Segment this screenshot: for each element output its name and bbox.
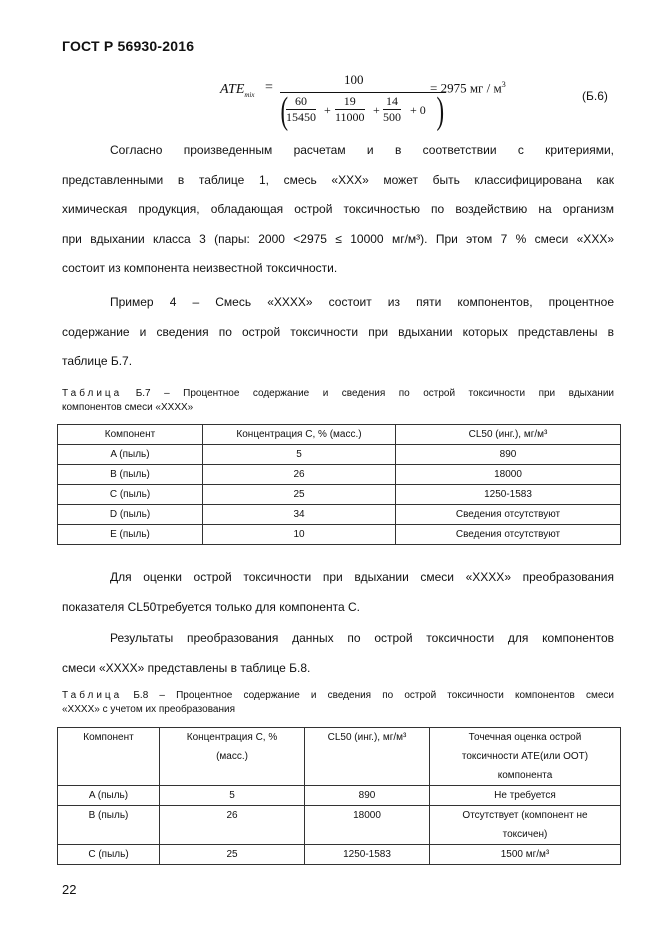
formula-equals: = (265, 80, 273, 95)
table-cell: 5 (160, 786, 305, 806)
table-cell: C (пыль) (58, 845, 160, 865)
table-header-cell: CL50 (инг.), мг/м³ (305, 728, 430, 786)
table-cell: 890 (396, 445, 621, 465)
table-cell: 26 (203, 465, 396, 485)
table-cell: 1500 мг/м³ (430, 845, 621, 865)
table-cell: Сведения отсутствуют (396, 525, 621, 545)
table-row (58, 485, 621, 505)
formula-term-1: $\frac{60}{15450}$ (286, 94, 316, 124)
paragraph-line: представленными в таблице 1, смесь «XXX» может быть классифицирована как (62, 172, 614, 187)
table-b8-caption (62, 687, 614, 719)
formula-tail: + 0 (410, 103, 426, 117)
paragraph-line: показателя CL50требуется только для компонента С. (62, 599, 360, 614)
table-cell: 18000 (396, 465, 621, 485)
table-b7-caption (62, 385, 614, 417)
table-cell: B (пыль) (58, 806, 160, 845)
table-cell: 10 (203, 525, 396, 545)
paragraph-classification (62, 136, 614, 284)
paragraph-line: химическая продукция, обладающая острой токсичностью по воздействию на организм (62, 202, 614, 216)
paragraph-line: смеси «XXXX» представлены в таблице Б.8. (62, 660, 311, 675)
table-row (58, 786, 621, 806)
caption-line: Таблица Б.7 – Процентное содержание и сведения по острой токсичности при вдыхании (62, 388, 615, 399)
table-cell: 890 (305, 786, 430, 806)
table-b7 (57, 424, 621, 545)
table-row (58, 505, 621, 525)
table-header-cell: Концентрация С, % (масс.) (203, 425, 396, 445)
formula-b6 (220, 70, 540, 130)
table-header-cell: CL50 (инг.), мг/м³ (396, 425, 621, 445)
table-cell: 34 (203, 505, 396, 525)
paragraph-results (62, 624, 614, 683)
table-cell: E (пыль) (58, 525, 203, 545)
paragraph-line: Согласно произведенным расчетам и в соответствии с критериями, (110, 143, 614, 157)
formula-paren-left: ( (280, 90, 289, 132)
table-cell: A (пыль) (58, 445, 203, 465)
paragraph-example-4 (62, 288, 614, 377)
page-number: 22 (62, 882, 77, 897)
table-cell: D (пыль) (58, 505, 203, 525)
table-row (58, 445, 621, 465)
table-cell: Отсутствует (компонент не токсичен) (430, 806, 621, 845)
table-row (58, 806, 621, 845)
caption-line: Таблица Б.8 – Процентное содержание и сведения по острой токсичности компонентов смеси (62, 690, 615, 701)
formula-plus: + (324, 103, 331, 117)
table-cell: C (пыль) (58, 485, 203, 505)
table-row (58, 465, 621, 485)
table-row (58, 845, 621, 865)
paragraph-line: при вдыхании класса 3 (пары: 2000 <2975 ≤ 10000 мг/м³). При этом 7 % смеси «XXX» (62, 231, 614, 246)
paragraph-line: Для оценки острой токсичности при вдыхании смеси «XXXX» преобразования (110, 570, 614, 584)
formula-fraction-bar (280, 92, 446, 93)
formula-lhs: $ATE_{mix}$ (220, 82, 255, 99)
document-header: ГОСТ Р 56930-2016 (62, 38, 195, 54)
caption-line: компонентов смеси «XXXX» (62, 402, 194, 413)
table-cell: 25 (203, 485, 396, 505)
formula-paren-right: ) (436, 90, 445, 132)
table-row (58, 525, 621, 545)
table-cell: 5 (203, 445, 396, 465)
paragraph-line: Результаты преобразования данных по острой токсичности для компонентов (110, 631, 614, 645)
table-header-row (58, 728, 621, 786)
table-b8 (57, 727, 621, 865)
equation-number: (Б.6) (582, 89, 608, 103)
paragraph-conversion-note (62, 563, 614, 622)
table-header-cell: Точечная оценка острой токсичности ATE(или ООТ) компонента (430, 728, 621, 786)
paragraph-line: Пример 4 – Смесь «XXXX» состоит из пяти компонентов, процентное (110, 295, 614, 309)
table-header-cell: Компонент (58, 728, 160, 786)
table-header-row (58, 425, 621, 445)
table-header-cell: Компонент (58, 425, 203, 445)
paragraph-line: состоит из компонента неизвестной токсичности. (62, 261, 338, 275)
paragraph-line: таблице Б.7. (62, 354, 133, 368)
table-cell: 1250-1583 (305, 845, 430, 865)
formula-result: = 2975 мг / $м^3$ (430, 80, 506, 96)
table-cell: Сведения отсутствуют (396, 505, 621, 525)
formula-plus: + (373, 103, 380, 117)
formula-term-2: $\frac{19}{11000}$ (335, 94, 365, 124)
paragraph-line: содержание и сведения по острой токсичности при вдыхании которых представлены в (62, 324, 614, 339)
table-header-cell: Концентрация С, % (масс.) (160, 728, 305, 786)
formula-term-3: $\frac{14}{500}$ (383, 94, 401, 124)
table-cell: Не требуется (430, 786, 621, 806)
table-cell: 25 (160, 845, 305, 865)
table-cell: B (пыль) (58, 465, 203, 485)
table-cell: A (пыль) (58, 786, 160, 806)
caption-line: «XXXX» с учетом их преобразования (62, 704, 236, 715)
table-cell: 1250-1583 (396, 485, 621, 505)
formula-numerator: 100 (344, 72, 364, 87)
table-cell: 18000 (305, 806, 430, 845)
table-cell: 26 (160, 806, 305, 845)
